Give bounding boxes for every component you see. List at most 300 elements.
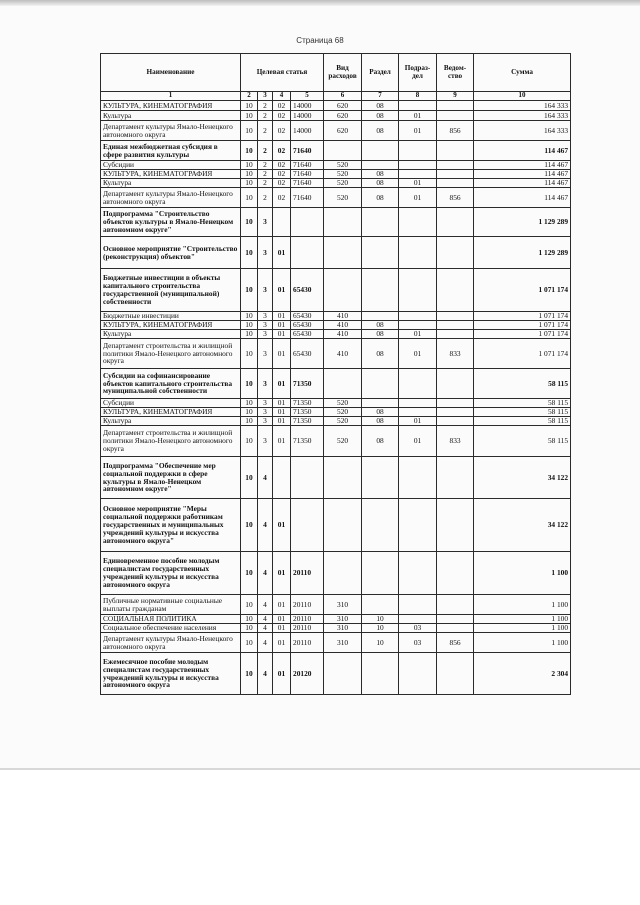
cell-subsection: [399, 269, 437, 312]
cell-expense-type: 520: [324, 417, 362, 426]
cell-subsection: 01: [399, 188, 437, 208]
cell-name: Единовременное пособие молодым специалистам государственных учреждений культуры и искусства автономного округа: [101, 552, 241, 595]
cell-direction: 65430: [291, 269, 324, 312]
cell-subprogram: 2: [258, 101, 273, 111]
table-row: [101, 499, 571, 552]
cell-activity: 01: [273, 237, 291, 269]
cell-subsection: 01: [399, 179, 437, 188]
cell-activity: 01: [273, 615, 291, 624]
cell-section: 10: [362, 624, 399, 633]
cell-subsection: 01: [399, 426, 437, 457]
cell-expense-type: [324, 369, 362, 399]
cell-name: КУЛЬТУРА, КИНЕМАТОГРАФИЯ: [101, 170, 241, 179]
cell-amount: 1 071 174: [474, 330, 571, 339]
cell-expense-type: 520: [324, 179, 362, 188]
col-num: 5: [291, 92, 324, 101]
cell-name: КУЛЬТУРА, КИНЕМАТОГРАФИЯ: [101, 321, 241, 330]
cell-section: [362, 552, 399, 595]
cell-name: Департамент культуры Ямало-Ненецкого автономного округа: [101, 633, 241, 653]
cell-direction: 71350: [291, 399, 324, 408]
cell-direction: 20110: [291, 595, 324, 615]
scan-bottom-edge: [0, 768, 640, 770]
cell-amount: 2 304: [474, 653, 571, 695]
cell-subprogram: 3: [258, 269, 273, 312]
table-row: [101, 312, 571, 321]
cell-activity: 01: [273, 417, 291, 426]
cell-activity: 02: [273, 111, 291, 121]
cell-activity: 01: [273, 426, 291, 457]
header-section: Раздел: [362, 54, 399, 92]
cell-direction: 71350: [291, 417, 324, 426]
cell-department: [437, 408, 474, 417]
table-row: [101, 141, 571, 161]
table-row: [101, 170, 571, 179]
cell-subprogram: 4: [258, 615, 273, 624]
header-expense-type: Вид расходов: [324, 54, 362, 92]
table-row: [101, 121, 571, 141]
cell-subsection: [399, 237, 437, 269]
cell-expense-type: 410: [324, 321, 362, 330]
cell-program: 10: [241, 624, 258, 633]
cell-program: 10: [241, 312, 258, 321]
cell-program: 10: [241, 417, 258, 426]
cell-program: 10: [241, 426, 258, 457]
cell-name: Культура: [101, 111, 241, 121]
cell-subprogram: 3: [258, 208, 273, 237]
cell-amount: 114 467: [474, 170, 571, 179]
cell-activity: 01: [273, 330, 291, 339]
cell-direction: 71640: [291, 170, 324, 179]
cell-department: [437, 499, 474, 552]
cell-amount: 1 100: [474, 633, 571, 653]
cell-activity: 01: [273, 624, 291, 633]
cell-department: [437, 552, 474, 595]
cell-amount: 1 071 174: [474, 321, 571, 330]
table-row: [101, 339, 571, 369]
table-row: [101, 552, 571, 595]
cell-direction: 71350: [291, 408, 324, 417]
cell-department: [437, 595, 474, 615]
cell-department: [437, 141, 474, 161]
cell-direction: 65430: [291, 312, 324, 321]
cell-section: 08: [362, 417, 399, 426]
cell-section: 08: [362, 330, 399, 339]
cell-name: Бюджетные инвестиции в объекты капитального строительства государственной (муниципальной) собственности: [101, 269, 241, 312]
cell-program: 10: [241, 499, 258, 552]
table-row: [101, 111, 571, 121]
cell-section: [362, 269, 399, 312]
cell-subprogram: 3: [258, 408, 273, 417]
cell-subsection: [399, 141, 437, 161]
cell-department: [437, 269, 474, 312]
table-row: [101, 321, 571, 330]
cell-amount: 1 100: [474, 615, 571, 624]
cell-amount: 58 115: [474, 369, 571, 399]
cell-name: Публичные нормативные социальные выплаты гражданам: [101, 595, 241, 615]
cell-program: 10: [241, 369, 258, 399]
cell-activity: 01: [273, 312, 291, 321]
table-row: [101, 269, 571, 312]
cell-direction: 71640: [291, 179, 324, 188]
cell-department: [437, 399, 474, 408]
cell-amount: 1 071 174: [474, 269, 571, 312]
cell-activity: 01: [273, 269, 291, 312]
cell-program: 10: [241, 101, 258, 111]
cell-expense-type: 520: [324, 399, 362, 408]
cell-direction: 14000: [291, 121, 324, 141]
cell-expense-type: [324, 269, 362, 312]
cell-amount: 34 122: [474, 499, 571, 552]
cell-direction: 65430: [291, 339, 324, 369]
cell-expense-type: 310: [324, 624, 362, 633]
cell-subsection: 03: [399, 633, 437, 653]
cell-department: [437, 321, 474, 330]
cell-program: 10: [241, 141, 258, 161]
cell-name: Основное мероприятие "Меры социальной поддержки работникам государственных и муниципальных учреждений культуры и искусства автономного округа": [101, 499, 241, 552]
cell-amount: 58 115: [474, 426, 571, 457]
cell-amount: 58 115: [474, 417, 571, 426]
cell-activity: 01: [273, 408, 291, 417]
cell-direction: 65430: [291, 321, 324, 330]
cell-department: [437, 101, 474, 111]
cell-subsection: [399, 208, 437, 237]
table-row: [101, 595, 571, 615]
cell-expense-type: 620: [324, 101, 362, 111]
cell-name: Бюджетные инвестиции: [101, 312, 241, 321]
cell-department: 856: [437, 121, 474, 141]
cell-subprogram: 2: [258, 170, 273, 179]
cell-name: Департамент культуры Ямало-Ненецкого автономного округа: [101, 121, 241, 141]
cell-expense-type: [324, 208, 362, 237]
cell-section: 08: [362, 426, 399, 457]
column-number-row: [101, 92, 571, 101]
cell-direction: 71640: [291, 141, 324, 161]
table-row: [101, 624, 571, 633]
cell-subprogram: 3: [258, 339, 273, 369]
cell-activity: 01: [273, 369, 291, 399]
cell-department: [437, 179, 474, 188]
cell-subsection: [399, 161, 437, 170]
cell-subsection: [399, 101, 437, 111]
cell-activity: [273, 208, 291, 237]
cell-direction: 20110: [291, 624, 324, 633]
cell-program: 10: [241, 633, 258, 653]
cell-subsection: [399, 552, 437, 595]
cell-program: 10: [241, 237, 258, 269]
cell-section: [362, 399, 399, 408]
cell-activity: 01: [273, 595, 291, 615]
cell-section: [362, 457, 399, 499]
cell-subsection: [399, 321, 437, 330]
cell-department: [437, 653, 474, 695]
cell-section: [362, 161, 399, 170]
header-department: Ведом-ство: [437, 54, 474, 92]
cell-subprogram: 3: [258, 399, 273, 408]
cell-activity: 02: [273, 141, 291, 161]
cell-section: 08: [362, 188, 399, 208]
cell-subprogram: 4: [258, 624, 273, 633]
col-num: 7: [362, 92, 399, 101]
table-row: [101, 457, 571, 499]
cell-expense-type: 520: [324, 426, 362, 457]
table-row: [101, 426, 571, 457]
table-row: [101, 653, 571, 695]
cell-amount: 114 467: [474, 188, 571, 208]
cell-activity: 01: [273, 321, 291, 330]
cell-amount: 1 071 174: [474, 312, 571, 321]
cell-subsection: [399, 457, 437, 499]
cell-department: 833: [437, 426, 474, 457]
cell-program: 10: [241, 552, 258, 595]
cell-activity: 02: [273, 121, 291, 141]
cell-direction: [291, 237, 324, 269]
header-name: Наименование: [101, 54, 241, 92]
table-row: [101, 417, 571, 426]
cell-subsection: [399, 312, 437, 321]
cell-direction: 20110: [291, 615, 324, 624]
header-target: Целевая статья: [241, 54, 324, 92]
cell-name: КУЛЬТУРА, КИНЕМАТОГРАФИЯ: [101, 101, 241, 111]
cell-department: 833: [437, 339, 474, 369]
cell-name: Ежемесячное пособие молодым специалистам государственных учреждений культуры и искусства автономного округа: [101, 653, 241, 695]
cell-subprogram: 2: [258, 179, 273, 188]
cell-section: [362, 369, 399, 399]
table-row: [101, 615, 571, 624]
cell-expense-type: 310: [324, 615, 362, 624]
cell-direction: 71640: [291, 188, 324, 208]
cell-name: Подпрограмма "Обеспечение мер социальной поддержки в сфере культуры в Ямало-Ненецком автономном округе": [101, 457, 241, 499]
cell-department: [437, 312, 474, 321]
cell-department: [437, 330, 474, 339]
cell-subprogram: 3: [258, 426, 273, 457]
header-amount: Сумма: [474, 54, 571, 92]
cell-department: [437, 237, 474, 269]
table-row: [101, 330, 571, 339]
cell-name: Субсидии на софинансирование объектов капитального строительства муниципальной собственности: [101, 369, 241, 399]
cell-name: Департамент строительства и жилищной политики Ямало-Ненецкого автономного округа: [101, 426, 241, 457]
cell-section: 10: [362, 615, 399, 624]
table-row: [101, 369, 571, 399]
cell-direction: 20120: [291, 653, 324, 695]
cell-expense-type: [324, 552, 362, 595]
cell-expense-type: [324, 653, 362, 695]
cell-direction: 14000: [291, 101, 324, 111]
cell-name: Департамент культуры Ямало-Ненецкого автономного округа: [101, 188, 241, 208]
cell-expense-type: 520: [324, 188, 362, 208]
cell-section: 08: [362, 408, 399, 417]
cell-name: КУЛЬТУРА, КИНЕМАТОГРАФИЯ: [101, 408, 241, 417]
cell-direction: 65430: [291, 330, 324, 339]
cell-subprogram: 4: [258, 499, 273, 552]
cell-name: Субсидии: [101, 161, 241, 170]
cell-program: 10: [241, 188, 258, 208]
cell-department: [437, 624, 474, 633]
cell-subsection: [399, 408, 437, 417]
col-num: 2: [241, 92, 258, 101]
cell-section: [362, 237, 399, 269]
cell-amount: 58 115: [474, 399, 571, 408]
cell-subsection: 01: [399, 417, 437, 426]
cell-activity: 02: [273, 188, 291, 208]
cell-activity: 01: [273, 399, 291, 408]
cell-subsection: [399, 615, 437, 624]
cell-activity: 01: [273, 339, 291, 369]
cell-direction: 14000: [291, 111, 324, 121]
cell-program: 10: [241, 321, 258, 330]
col-num: 9: [437, 92, 474, 101]
page-number: Страница 68: [296, 36, 344, 45]
cell-subprogram: 2: [258, 188, 273, 208]
cell-department: 856: [437, 188, 474, 208]
cell-amount: 1 129 289: [474, 237, 571, 269]
cell-subsection: 01: [399, 330, 437, 339]
cell-section: 08: [362, 339, 399, 369]
cell-section: 08: [362, 101, 399, 111]
cell-expense-type: 410: [324, 339, 362, 369]
table-body: [101, 54, 571, 695]
cell-subprogram: 2: [258, 161, 273, 170]
cell-program: 10: [241, 595, 258, 615]
cell-expense-type: 520: [324, 408, 362, 417]
col-num: 6: [324, 92, 362, 101]
cell-name: Основное мероприятие "Строительство (реконструкция) объектов": [101, 237, 241, 269]
cell-subsection: [399, 369, 437, 399]
cell-subprogram: 4: [258, 552, 273, 595]
cell-subsection: 01: [399, 111, 437, 121]
cell-expense-type: 410: [324, 330, 362, 339]
cell-amount: 114 467: [474, 179, 571, 188]
cell-department: [437, 170, 474, 179]
cell-program: 10: [241, 339, 258, 369]
cell-section: [362, 595, 399, 615]
cell-name: Социальное обеспечение населения: [101, 624, 241, 633]
cell-section: [362, 499, 399, 552]
cell-activity: 02: [273, 161, 291, 170]
cell-direction: 20110: [291, 633, 324, 653]
cell-name: СОЦИАЛЬНАЯ ПОЛИТИКА: [101, 615, 241, 624]
cell-section: 10: [362, 633, 399, 653]
cell-section: 08: [362, 111, 399, 121]
cell-expense-type: [324, 499, 362, 552]
cell-expense-type: [324, 237, 362, 269]
cell-direction: [291, 499, 324, 552]
cell-subprogram: 3: [258, 321, 273, 330]
cell-subprogram: 3: [258, 312, 273, 321]
cell-section: [362, 653, 399, 695]
cell-expense-type: 410: [324, 312, 362, 321]
cell-subsection: [399, 170, 437, 179]
col-num: 10: [474, 92, 571, 101]
cell-name: Подпрограмма "Строительство объектов культуры в Ямало-Ненецком автономном округе": [101, 208, 241, 237]
cell-name: Культура: [101, 330, 241, 339]
cell-section: 08: [362, 121, 399, 141]
cell-program: 10: [241, 208, 258, 237]
table-row: [101, 161, 571, 170]
cell-subprogram: 2: [258, 111, 273, 121]
table-row: [101, 101, 571, 111]
cell-name: Единая межбюджетная субсидия в сфере развития культуры: [101, 141, 241, 161]
cell-section: 08: [362, 321, 399, 330]
cell-program: 10: [241, 121, 258, 141]
cell-activity: 02: [273, 179, 291, 188]
cell-department: [437, 111, 474, 121]
cell-name: Культура: [101, 179, 241, 188]
cell-subprogram: 2: [258, 141, 273, 161]
cell-expense-type: 620: [324, 111, 362, 121]
table-row: [101, 633, 571, 653]
cell-subsection: 01: [399, 339, 437, 369]
cell-subprogram: 4: [258, 595, 273, 615]
cell-direction: 71640: [291, 161, 324, 170]
cell-direction: [291, 208, 324, 237]
cell-subprogram: 3: [258, 369, 273, 399]
cell-amount: 58 115: [474, 408, 571, 417]
cell-section: [362, 312, 399, 321]
cell-activity: 01: [273, 653, 291, 695]
cell-expense-type: 310: [324, 633, 362, 653]
cell-department: [437, 161, 474, 170]
cell-subsection: [399, 595, 437, 615]
col-num: 3: [258, 92, 273, 101]
cell-section: 08: [362, 179, 399, 188]
cell-activity: 02: [273, 101, 291, 111]
cell-program: 10: [241, 269, 258, 312]
cell-subprogram: 2: [258, 121, 273, 141]
cell-subprogram: 3: [258, 237, 273, 269]
cell-activity: 01: [273, 499, 291, 552]
cell-activity: 01: [273, 633, 291, 653]
cell-amount: 164 333: [474, 121, 571, 141]
cell-program: 10: [241, 179, 258, 188]
table-row: [101, 188, 571, 208]
cell-program: 10: [241, 111, 258, 121]
cell-direction: 71350: [291, 426, 324, 457]
cell-program: 10: [241, 161, 258, 170]
cell-subprogram: 3: [258, 330, 273, 339]
cell-expense-type: 310: [324, 595, 362, 615]
cell-program: 10: [241, 330, 258, 339]
cell-subsection: [399, 399, 437, 408]
budget-table: [100, 53, 571, 695]
cell-program: 10: [241, 408, 258, 417]
cell-name: Субсидии: [101, 399, 241, 408]
cell-subsection: 01: [399, 121, 437, 141]
cell-amount: 114 467: [474, 141, 571, 161]
cell-expense-type: 520: [324, 170, 362, 179]
cell-expense-type: [324, 141, 362, 161]
cell-subsection: [399, 499, 437, 552]
cell-activity: 02: [273, 170, 291, 179]
cell-subprogram: 4: [258, 633, 273, 653]
cell-subprogram: 4: [258, 653, 273, 695]
cell-amount: 34 122: [474, 457, 571, 499]
cell-section: 08: [362, 170, 399, 179]
cell-subprogram: 4: [258, 457, 273, 499]
cell-name: Департамент строительства и жилищной политики Ямало-Ненецкого автономного округа: [101, 339, 241, 369]
cell-amount: 1 071 174: [474, 339, 571, 369]
cell-expense-type: 620: [324, 121, 362, 141]
cell-expense-type: 520: [324, 161, 362, 170]
cell-direction: 71350: [291, 369, 324, 399]
cell-program: 10: [241, 615, 258, 624]
cell-department: [437, 417, 474, 426]
table-row: [101, 208, 571, 237]
cell-subprogram: 3: [258, 417, 273, 426]
cell-subsection: 03: [399, 624, 437, 633]
cell-amount: 164 333: [474, 111, 571, 121]
cell-direction: [291, 457, 324, 499]
cell-direction: 20110: [291, 552, 324, 595]
